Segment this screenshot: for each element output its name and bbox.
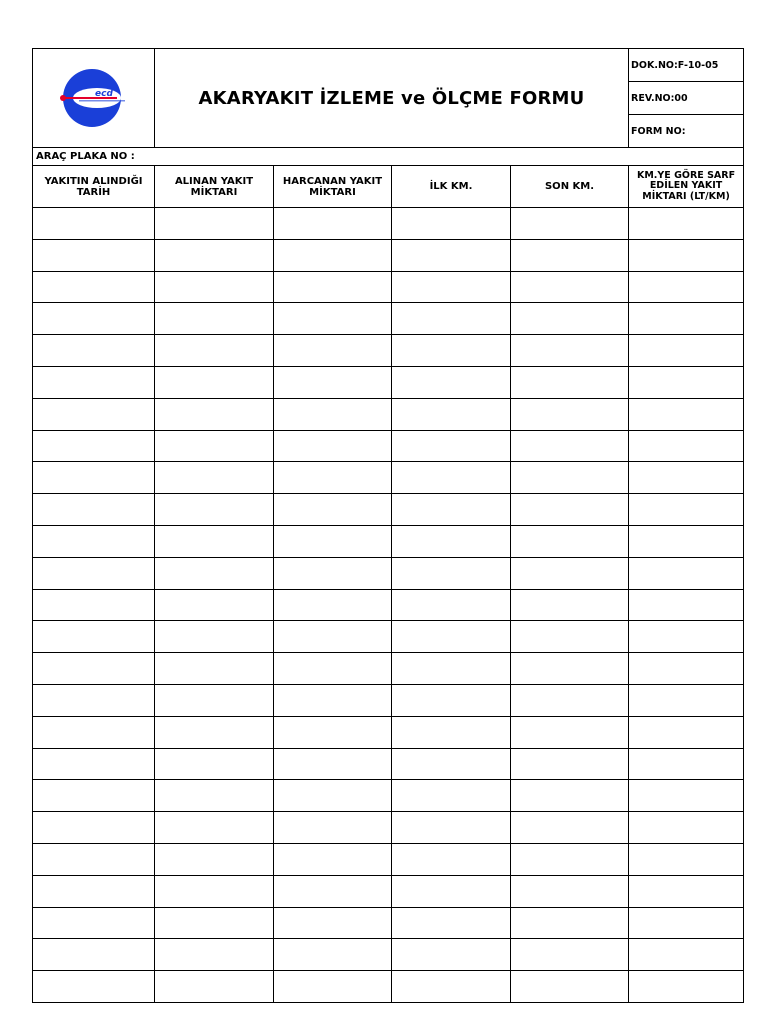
entry-cell[interactable] — [629, 589, 744, 621]
entry-cell[interactable] — [33, 907, 155, 939]
entry-cell[interactable] — [33, 525, 155, 557]
entry-cell[interactable] — [274, 303, 392, 335]
entry-cell[interactable] — [629, 335, 744, 367]
entry-cell[interactable] — [511, 971, 629, 1003]
table-row — [33, 525, 744, 557]
entry-cell[interactable] — [511, 653, 629, 685]
entry-cell[interactable] — [629, 621, 744, 653]
entry-cell[interactable] — [392, 494, 511, 526]
entry-cell[interactable] — [511, 271, 629, 303]
entry-cell[interactable] — [274, 843, 392, 875]
entry-cell[interactable] — [392, 366, 511, 398]
entry-cell[interactable] — [392, 525, 511, 557]
entry-cell[interactable] — [392, 971, 511, 1003]
entry-cell[interactable] — [33, 812, 155, 844]
entry-cell[interactable] — [511, 589, 629, 621]
svg-text:ecd: ecd — [94, 89, 113, 99]
rev-no: REV.NO:00 — [629, 82, 744, 115]
entry-cell[interactable] — [33, 494, 155, 526]
entry-cell[interactable] — [511, 494, 629, 526]
entry-cell[interactable] — [33, 398, 155, 430]
entry-cell[interactable] — [629, 653, 744, 685]
entry-cell[interactable] — [511, 684, 629, 716]
entry-cell[interactable] — [155, 716, 274, 748]
table-row — [33, 748, 744, 780]
entry-cell[interactable] — [274, 780, 392, 812]
entry-cell[interactable] — [392, 780, 511, 812]
entry-cell[interactable] — [33, 939, 155, 971]
entry-cell[interactable] — [274, 462, 392, 494]
entry-cell[interactable] — [155, 430, 274, 462]
entry-cell[interactable] — [274, 494, 392, 526]
table-row — [33, 939, 744, 971]
entry-cell[interactable] — [629, 716, 744, 748]
entry-cell[interactable] — [392, 557, 511, 589]
entry-cell[interactable] — [274, 684, 392, 716]
table-row — [33, 557, 744, 589]
entry-cell[interactable] — [511, 525, 629, 557]
entry-cell[interactable] — [392, 335, 511, 367]
entry-cell[interactable] — [33, 875, 155, 907]
col-header-fuel-received: ALINAN YAKIT MİKTARI — [155, 166, 274, 208]
doc-no: DOK.NO:F-10-05 — [629, 49, 744, 82]
entry-cell[interactable] — [33, 780, 155, 812]
entry-cell[interactable] — [274, 398, 392, 430]
entry-cell[interactable] — [274, 525, 392, 557]
table-row — [33, 875, 744, 907]
col-header-fuel-date: YAKITIN ALINDIĞI TARİH — [33, 166, 155, 208]
table-row — [33, 621, 744, 653]
entry-cell[interactable] — [33, 748, 155, 780]
entry-cell[interactable] — [274, 971, 392, 1003]
entry-cell[interactable] — [392, 812, 511, 844]
entry-cell[interactable] — [392, 430, 511, 462]
entry-cell[interactable] — [629, 208, 744, 240]
entry-cell[interactable] — [155, 494, 274, 526]
entry-cell[interactable] — [511, 843, 629, 875]
entry-cell[interactable] — [511, 557, 629, 589]
entry-cell[interactable] — [511, 208, 629, 240]
entry-cell[interactable] — [155, 684, 274, 716]
company-logo — [33, 49, 155, 148]
col-header-last-km: SON KM. — [511, 166, 629, 208]
entry-cell[interactable] — [629, 812, 744, 844]
table-row — [33, 780, 744, 812]
table-row — [33, 589, 744, 621]
entry-cell[interactable] — [511, 716, 629, 748]
entry-cell[interactable] — [392, 939, 511, 971]
entry-cell[interactable] — [511, 398, 629, 430]
table-row — [33, 366, 744, 398]
fuel-form-table — [32, 48, 744, 1003]
entry-cell[interactable] — [155, 589, 274, 621]
entry-cell[interactable] — [392, 271, 511, 303]
entry-cell[interactable] — [33, 621, 155, 653]
entry-cell[interactable] — [392, 239, 511, 271]
entry-cell[interactable] — [33, 684, 155, 716]
entry-cell[interactable] — [511, 780, 629, 812]
entry-cell[interactable] — [629, 748, 744, 780]
table-row — [33, 430, 744, 462]
table-row — [33, 653, 744, 685]
entry-cell[interactable] — [274, 907, 392, 939]
entry-cell[interactable] — [274, 716, 392, 748]
entry-cell[interactable] — [274, 812, 392, 844]
entry-cell[interactable] — [155, 303, 274, 335]
header-row-1 — [33, 49, 744, 82]
entry-cell[interactable] — [392, 208, 511, 240]
entry-cell[interactable] — [274, 335, 392, 367]
entry-cell[interactable] — [33, 271, 155, 303]
entry-cell[interactable] — [155, 525, 274, 557]
entry-cell[interactable] — [629, 971, 744, 1003]
entry-cell[interactable] — [155, 271, 274, 303]
entry-cell[interactable] — [511, 239, 629, 271]
entry-cell[interactable] — [511, 907, 629, 939]
table-row — [33, 494, 744, 526]
entry-cell[interactable] — [33, 557, 155, 589]
entry-cell[interactable] — [155, 653, 274, 685]
entry-cell[interactable] — [629, 875, 744, 907]
entry-cell[interactable] — [629, 907, 744, 939]
entry-cell[interactable] — [629, 398, 744, 430]
entry-cell[interactable] — [155, 208, 274, 240]
entry-cell[interactable] — [274, 557, 392, 589]
table-row — [33, 812, 744, 844]
entry-cell[interactable] — [274, 239, 392, 271]
entry-cell[interactable] — [629, 366, 744, 398]
entry-cell[interactable] — [155, 557, 274, 589]
entry-cell[interactable] — [392, 589, 511, 621]
entry-cell[interactable] — [511, 939, 629, 971]
entry-cell[interactable] — [33, 239, 155, 271]
entry-cell[interactable] — [392, 748, 511, 780]
entry-cell[interactable] — [33, 208, 155, 240]
entry-cell[interactable] — [155, 748, 274, 780]
entry-cell[interactable] — [33, 653, 155, 685]
entry-cell[interactable] — [511, 812, 629, 844]
entry-cell[interactable] — [274, 430, 392, 462]
logo-icon — [59, 68, 129, 128]
entry-cell[interactable] — [629, 684, 744, 716]
col-header-first-km: İLK KM. — [392, 166, 511, 208]
entry-cell[interactable] — [33, 589, 155, 621]
table-row — [33, 684, 744, 716]
entry-cell[interactable] — [274, 208, 392, 240]
table-row — [33, 239, 744, 271]
table-row — [33, 271, 744, 303]
entry-cell[interactable] — [629, 557, 744, 589]
entry-cell[interactable] — [511, 621, 629, 653]
entry-cell[interactable] — [155, 239, 274, 271]
entry-cell[interactable] — [629, 939, 744, 971]
entry-cell[interactable] — [33, 335, 155, 367]
entry-cell[interactable] — [155, 843, 274, 875]
entry-cell[interactable] — [33, 716, 155, 748]
table-row — [33, 843, 744, 875]
entry-cell[interactable] — [629, 843, 744, 875]
table-row — [33, 303, 744, 335]
entry-cell[interactable] — [511, 430, 629, 462]
column-header-row — [33, 166, 744, 208]
entry-cell[interactable] — [274, 748, 392, 780]
entry-cell[interactable] — [155, 621, 274, 653]
entry-cell[interactable] — [392, 716, 511, 748]
form-title: AKARYAKIT İZLEME ve ÖLÇME FORMU — [155, 49, 629, 148]
entry-cell[interactable] — [274, 939, 392, 971]
entry-cell[interactable] — [155, 907, 274, 939]
col-header-consumption-per-km: KM.YE GÖRE SARF EDİLEN YAKIT MİKTARI (LT/KM) — [629, 166, 744, 208]
entry-cell[interactable] — [33, 366, 155, 398]
entry-cell[interactable] — [511, 462, 629, 494]
entry-cell[interactable] — [274, 589, 392, 621]
entry-cell[interactable] — [274, 621, 392, 653]
entry-cell[interactable] — [511, 303, 629, 335]
entry-cell[interactable] — [33, 971, 155, 1003]
entry-cell[interactable] — [392, 653, 511, 685]
table-row — [33, 716, 744, 748]
entry-cell[interactable] — [392, 398, 511, 430]
entry-cell[interactable] — [392, 875, 511, 907]
entry-cell[interactable] — [511, 748, 629, 780]
entry-cell[interactable] — [155, 780, 274, 812]
entry-cell[interactable] — [33, 303, 155, 335]
entry-cell[interactable] — [155, 462, 274, 494]
entry-cell[interactable] — [155, 398, 274, 430]
entry-cell[interactable] — [155, 939, 274, 971]
form-no: FORM NO: — [629, 115, 744, 148]
entry-cell[interactable] — [629, 303, 744, 335]
entry-cell[interactable] — [274, 653, 392, 685]
entry-cell[interactable] — [629, 462, 744, 494]
entry-cell[interactable] — [155, 366, 274, 398]
entry-cell[interactable] — [629, 780, 744, 812]
plate-row — [33, 148, 744, 166]
entry-cell[interactable] — [511, 875, 629, 907]
entry-cell[interactable] — [392, 462, 511, 494]
table-row — [33, 462, 744, 494]
entry-cell[interactable] — [629, 271, 744, 303]
table-row — [33, 971, 744, 1003]
entry-cell[interactable] — [629, 430, 744, 462]
entry-cell[interactable] — [33, 430, 155, 462]
entry-cell[interactable] — [629, 239, 744, 271]
vehicle-plate-label: ARAÇ PLAKA NO : — [33, 148, 744, 166]
entry-cell[interactable] — [511, 366, 629, 398]
table-row — [33, 907, 744, 939]
entry-cell[interactable] — [392, 621, 511, 653]
entry-cell[interactable] — [629, 525, 744, 557]
entry-cell[interactable] — [274, 271, 392, 303]
entry-cell[interactable] — [629, 494, 744, 526]
table-row — [33, 208, 744, 240]
entry-cell[interactable] — [511, 335, 629, 367]
col-header-fuel-spent: HARCANAN YAKIT MİKTARI — [274, 166, 392, 208]
entry-cell[interactable] — [155, 335, 274, 367]
entry-cell[interactable] — [155, 875, 274, 907]
entry-cell[interactable] — [392, 303, 511, 335]
entry-cell[interactable] — [155, 812, 274, 844]
table-row — [33, 398, 744, 430]
entry-cell[interactable] — [33, 462, 155, 494]
entry-cell[interactable] — [155, 971, 274, 1003]
entry-cell[interactable] — [274, 875, 392, 907]
entry-cell[interactable] — [274, 366, 392, 398]
entry-cell[interactable] — [392, 843, 511, 875]
entry-cell[interactable] — [392, 684, 511, 716]
table-row — [33, 335, 744, 367]
entry-cell[interactable] — [33, 843, 155, 875]
entry-cell[interactable] — [392, 907, 511, 939]
